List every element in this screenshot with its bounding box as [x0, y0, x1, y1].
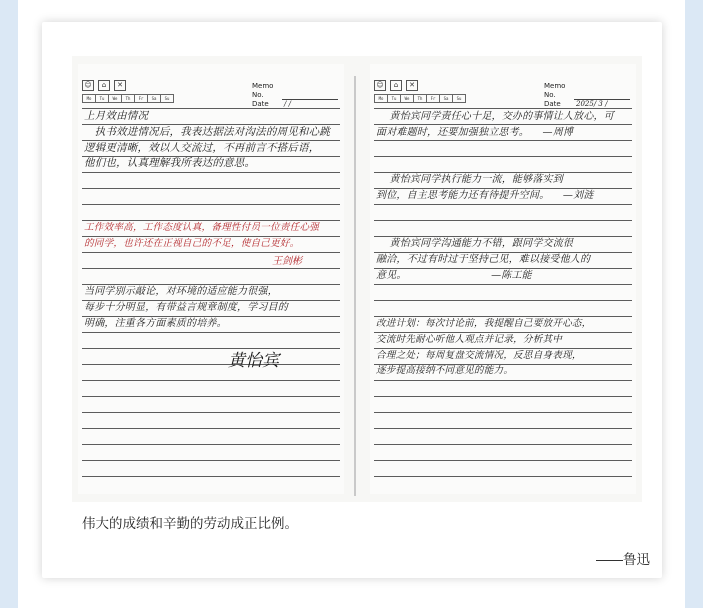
quote-text: 伟大的成绩和辛勤的劳动成正比例。 [82, 516, 298, 531]
handwritten-self-review: 上月效由情况 执书效进情况后，我表达据法对沟法的周见和心跳 逻辑更清晰，效以人交流过，不再前言不搭后语， 他们也，认真理解我所表达的意思。 [84, 110, 331, 170]
home-icon: ⌂ [390, 80, 402, 91]
ruled-line [374, 220, 632, 221]
ruled-line [82, 204, 340, 205]
memo-field [282, 91, 338, 100]
smile-icon: ☺ [374, 80, 386, 91]
day-box: Mo [374, 94, 388, 103]
ruled-line [82, 188, 340, 189]
ruled-line [374, 476, 632, 477]
content-card [42, 22, 662, 578]
day-box: Su [160, 94, 174, 103]
date-value: 2025/ 3 / [574, 100, 630, 109]
handwritten-improvement-plan: 改进计划：每次讨论前，我提醒自己要放开心态， 交流时先耐心听他人观点并记录，分析其中 合理之处；每周复盘交流情况，反思自身表现， 逐步提高接纳不同意见的能力。 [376, 318, 592, 377]
header-icons [82, 80, 126, 91]
memo-header [544, 82, 630, 109]
header-icons [374, 80, 418, 91]
notebook-spine [354, 76, 356, 496]
day-box: Sa [147, 94, 161, 103]
ruled-line [374, 460, 632, 461]
weekday-boxes [374, 94, 465, 103]
cross-icon: ✕ [406, 80, 418, 91]
ruled-line [374, 412, 632, 413]
memo-label: Memo No. [252, 82, 274, 99]
memo-header [252, 82, 338, 109]
date-label: Date [544, 100, 561, 108]
ruled-line [82, 412, 340, 413]
ruled-line [82, 428, 340, 429]
left-page-band [0, 0, 18, 608]
notebook-left-page [78, 64, 344, 494]
quote-attribution: ——鲁迅 [596, 552, 650, 567]
day-box: Fr [426, 94, 440, 103]
day-box: Fr [134, 94, 148, 103]
ruled-line [82, 444, 340, 445]
day-box: Mo [82, 94, 96, 103]
date-value: / / [282, 100, 338, 109]
home-icon: ⌂ [98, 80, 110, 91]
handwritten-comment-1: 黄怡宾同学责任心十足，交办的事情让人放心，可 面对难题时，还要加强独立思考。 —周博 [376, 111, 614, 138]
day-box: Tu [387, 94, 401, 103]
day-box: Su [452, 94, 466, 103]
teacher-signature: 王剑彬 [272, 256, 302, 267]
day-box: We [108, 94, 122, 103]
ruled-line [374, 284, 632, 285]
day-box: We [400, 94, 414, 103]
cross-icon: ✕ [114, 80, 126, 91]
ruled-line [82, 268, 340, 269]
weekday-boxes [82, 94, 173, 103]
ruled-line [374, 300, 632, 301]
ruled-line [82, 364, 340, 365]
ruled-line [82, 348, 340, 349]
handwritten-peer-comment: 当同学别示敲论，对环境的适应能力很强， 每步十分明显，有带益言规章制度，学习目的 明确，注重各方面素质的培养。 [84, 286, 288, 329]
notebook-photo [72, 56, 642, 502]
smile-icon: ☺ [82, 80, 94, 91]
memo-field [574, 91, 630, 100]
ruled-line [374, 396, 632, 397]
right-page-band [685, 0, 703, 608]
day-box: Th [413, 94, 427, 103]
ruled-line [374, 444, 632, 445]
ruled-line [82, 396, 340, 397]
day-box: Tu [95, 94, 109, 103]
day-box: Sa [439, 94, 453, 103]
handwritten-teacher-comment: 工作效率高，工作态度认真，备理性付员一位责任心强 的同学，也许还在正视自己的不足，使自己更好。 [84, 222, 320, 249]
date-label: Date [252, 100, 269, 108]
notebook-right-page [370, 64, 636, 494]
student-signature: 黄怡宾 [228, 351, 279, 371]
ruled-line [374, 428, 632, 429]
ruled-line [82, 460, 340, 461]
ruled-line [374, 204, 632, 205]
ruled-line [374, 380, 632, 381]
ruled-line [82, 476, 340, 477]
ruled-line [82, 332, 340, 333]
day-box: Th [121, 94, 135, 103]
handwritten-comment-3: 黄怡宾同学沟通能力不错，跟同学交流很 融洽，不过有时过于坚持己见，难以接受他人的 意见。 —陈工能 [376, 238, 591, 281]
ruled-line [374, 156, 632, 157]
ruled-line [82, 380, 340, 381]
handwritten-comment-2: 黄怡宾同学执行能力一流，能够落实到 到位，自主思考能力还有待提升空间。 —刘涟 [376, 174, 594, 201]
memo-label: Memo No. [544, 82, 566, 99]
